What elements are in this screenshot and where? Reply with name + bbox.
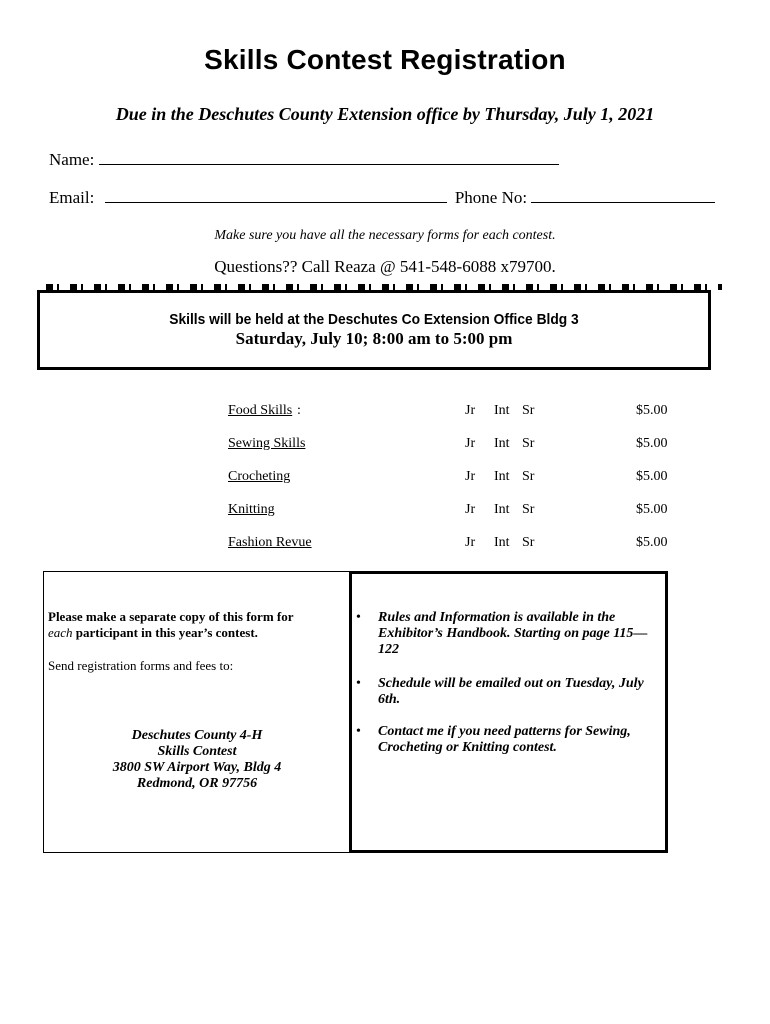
contest-name: Crocheting bbox=[228, 469, 291, 484]
email-field-row bbox=[49, 188, 715, 208]
due-date-line: Due in the Deschutes County Extension office by Thursday, July 1, 2021 bbox=[115, 104, 655, 124]
address-line: Redmond, OR 97756 bbox=[136, 776, 258, 791]
contest-name: Knitting bbox=[228, 502, 275, 517]
level-jr: Jr bbox=[465, 502, 476, 517]
phone-field[interactable] bbox=[531, 188, 715, 203]
level-sr: Sr bbox=[522, 502, 535, 517]
contest-name-suffix: : bbox=[297, 403, 301, 418]
name-field[interactable] bbox=[99, 150, 559, 165]
copy-instruction-each: each bbox=[48, 625, 73, 640]
mailing-info-panel bbox=[43, 571, 351, 853]
event-date-time: Saturday, July 10; 8:00 am to 5:00 pm bbox=[235, 329, 513, 348]
name-field-row bbox=[49, 150, 559, 170]
level-int: Int bbox=[494, 502, 510, 517]
contest-fee: $5.00 bbox=[636, 502, 668, 517]
level-int: Int bbox=[494, 403, 510, 418]
bullet-icon: • bbox=[356, 676, 361, 691]
list-item bbox=[352, 724, 665, 758]
level-sr: Sr bbox=[522, 469, 535, 484]
contest-fee: $5.00 bbox=[636, 469, 668, 484]
copy-instruction-line1: Please make a separate copy of this form for bbox=[48, 609, 294, 624]
address-line: Skills Contest bbox=[157, 744, 237, 759]
level-jr: Jr bbox=[465, 469, 476, 484]
contest-fee: $5.00 bbox=[636, 436, 668, 451]
questions-contact: Questions?? Call Reaza @ 541-548-6088 x79700. bbox=[214, 257, 556, 276]
bullet-text: Rules and Information is available in the Exhibitor’s Handbook. Starting on page 115—122 bbox=[378, 610, 648, 657]
level-int: Int bbox=[494, 436, 510, 451]
rules-info-panel bbox=[349, 571, 668, 853]
email-field[interactable] bbox=[105, 188, 447, 203]
page-title: Skills Contest Registration bbox=[204, 44, 566, 75]
level-int: Int bbox=[494, 469, 510, 484]
contest-name: Fashion Revue bbox=[228, 535, 312, 550]
contest-fee: $5.00 bbox=[636, 403, 668, 418]
list-item bbox=[352, 610, 665, 660]
copy-instruction-line2: participant in this year’s contest. bbox=[72, 625, 258, 640]
contest-row bbox=[0, 502, 770, 522]
bullet-text: Contact me if you need patterns for Sewing, Crocheting or Knitting contest. bbox=[378, 724, 631, 755]
contest-name: Sewing Skills bbox=[228, 436, 306, 451]
email-label: Email: bbox=[49, 188, 95, 207]
contest-row bbox=[0, 436, 770, 456]
mailing-address bbox=[44, 728, 350, 792]
forms-note: Make sure you have all the necessary forms for each contest. bbox=[214, 228, 556, 243]
level-int: Int bbox=[494, 535, 510, 550]
level-sr: Sr bbox=[522, 403, 535, 418]
level-sr: Sr bbox=[522, 436, 535, 451]
level-sr: Sr bbox=[522, 535, 535, 550]
contest-name: Food Skills bbox=[228, 403, 293, 418]
send-instruction: Send registration forms and fees to: bbox=[48, 658, 234, 673]
bullet-icon: • bbox=[356, 610, 361, 625]
level-jr: Jr bbox=[465, 403, 476, 418]
address-line: 3800 SW Airport Way, Bldg 4 bbox=[112, 760, 282, 775]
address-line: Deschutes County 4-H bbox=[131, 728, 263, 743]
bullet-icon: • bbox=[356, 724, 361, 739]
phone-label: Phone No: bbox=[454, 188, 528, 207]
list-item bbox=[352, 676, 665, 710]
copy-instruction bbox=[48, 609, 348, 641]
name-label: Name: bbox=[49, 150, 95, 169]
level-jr: Jr bbox=[465, 436, 476, 451]
contest-row bbox=[0, 535, 770, 555]
bullet-text: Schedule will be emailed out on Tuesday, July 6th. bbox=[378, 676, 644, 707]
event-location: Skills will be held at the Deschutes Co Extension Office Bldg 3 bbox=[169, 311, 579, 328]
level-jr: Jr bbox=[465, 535, 476, 550]
contest-row bbox=[0, 403, 770, 423]
contest-row bbox=[0, 469, 770, 489]
contest-fee: $5.00 bbox=[636, 535, 668, 550]
event-info-box bbox=[37, 290, 711, 370]
